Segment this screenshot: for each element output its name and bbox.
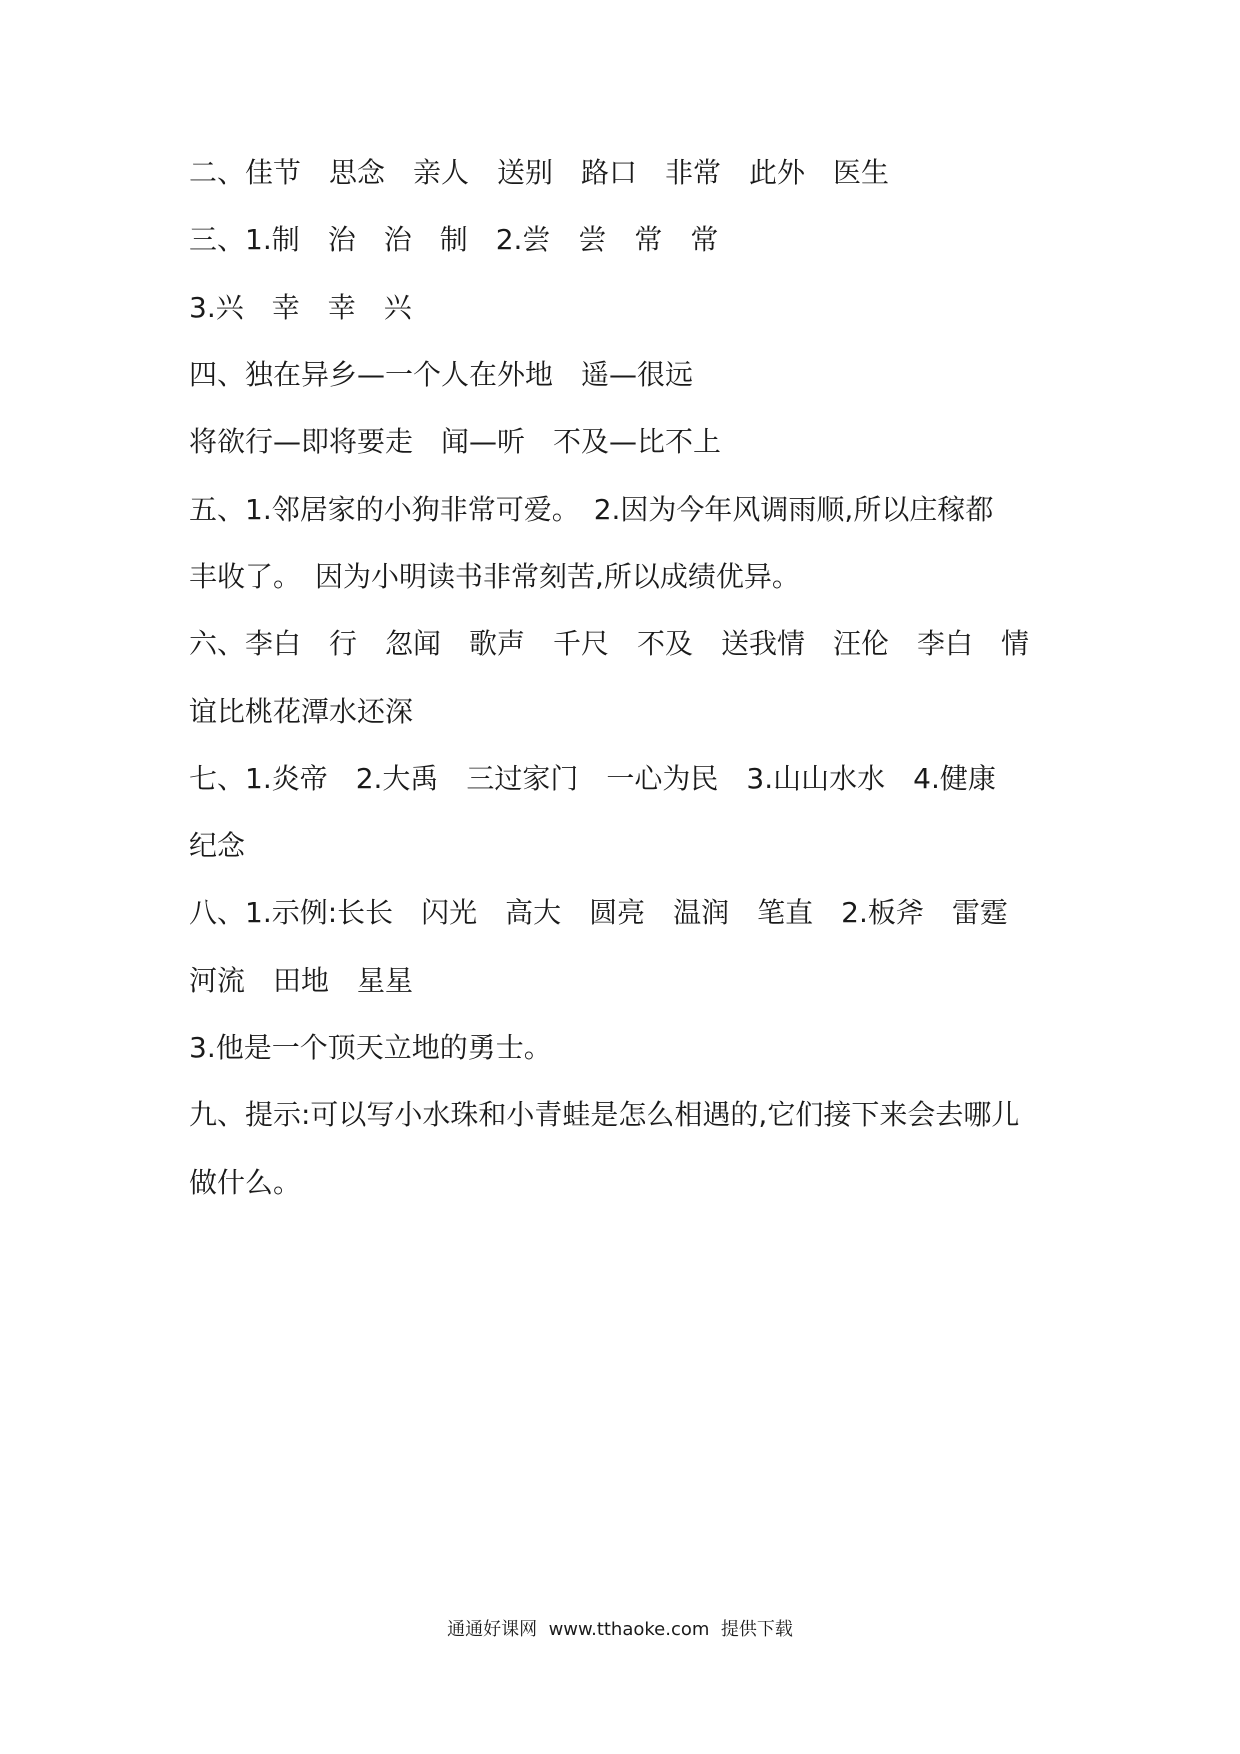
answer-line-3-part2: 3.兴 幸 幸 兴 <box>189 291 412 324</box>
answer-line-7-part2: 纪念 <box>189 829 246 862</box>
answer-line-2: 二、佳节 思念 亲人 送别 路口 非常 此外 医生 <box>189 156 890 189</box>
answer-line-4-part2: 将欲行—即将要走 闻—听 不及—比不上 <box>189 425 722 458</box>
answer-line-3-part1: 三、1.制 治 治 制 2.尝 尝 常 常 <box>189 223 719 256</box>
answer-line-8-part2: 河流 田地 星星 <box>189 964 414 997</box>
answer-line-9-part2: 做什么。 <box>189 1166 302 1199</box>
answer-line-5-part1: 五、1.邻居家的小狗非常可爱。 2.因为今年风调雨顺,所以庄稼都 <box>189 493 994 526</box>
answer-line-6-part2: 谊比桃花潭水还深 <box>189 695 414 728</box>
answer-line-9-part1: 九、提示:可以写小水珠和小青蛙是怎么相遇的,它们接下来会去哪儿 <box>189 1098 1020 1131</box>
answer-line-6-part1: 六、李白 行 忽闻 歌声 千尺 不及 送我情 汪伦 李白 情 <box>189 627 1030 660</box>
answer-line-4-part1: 四、独在异乡—一个人在外地 遥—很远 <box>189 358 694 391</box>
page-footer: 通通好课网 www.tthaoke.com 提供下载 <box>447 1619 793 1640</box>
answer-line-8-part3: 3.他是一个顶天立地的勇士。 <box>189 1031 552 1064</box>
answer-line-5-part2: 丰收了。 因为小明读书非常刻苦,所以成绩优异。 <box>189 560 800 593</box>
answer-line-8-part1: 八、1.示例:长长 闪光 高大 圆亮 温润 笔直 2.板斧 雷霆 <box>189 896 1008 929</box>
answer-line-7-part1: 七、1.炎帝 2.大禹 三过家门 一心为民 3.山山水水 4.健康 <box>189 762 996 795</box>
